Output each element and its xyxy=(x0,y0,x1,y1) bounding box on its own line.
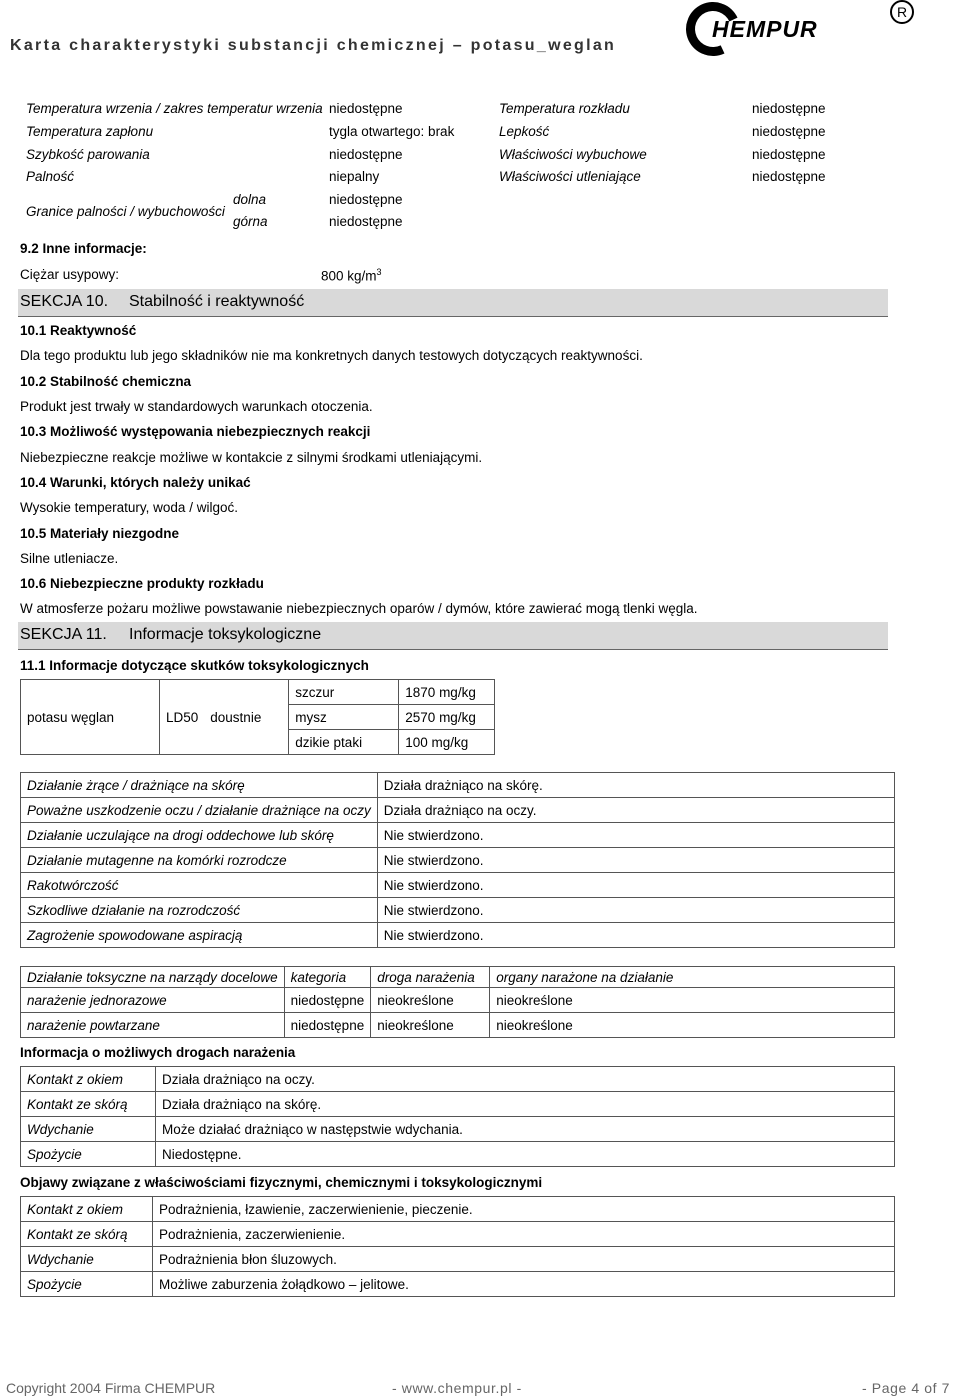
symptom-value: Możliwe zaburzenia żołądkowo – jelitowe. xyxy=(153,1272,895,1297)
subsection-heading: 10.4 Warunki, których należy unikać xyxy=(20,475,251,490)
section-number: SEKCJA 10. xyxy=(20,293,109,310)
granice-upper-label: górna xyxy=(233,214,268,229)
stot-cell: narażenie jednorazowe xyxy=(21,988,285,1013)
subsection-text: W atmosferze pożaru możliwe powstawanie niebezpiecznych oparów / dymów, które zawierać mogą tlenki węgla. xyxy=(20,601,698,616)
subsection-heading: 10.1 Reaktywność xyxy=(20,323,137,338)
prop-label: Temperatura wrzenia / zakres temperatur wrzenia xyxy=(26,101,323,116)
stot-cell: niedostępne xyxy=(284,988,371,1013)
stot-cell: nieokreślone xyxy=(371,1013,490,1038)
section-10-header xyxy=(18,289,888,317)
granice-upper-value: niedostępne xyxy=(329,214,403,229)
table-row xyxy=(21,798,895,823)
symptom-label: Kontakt z okiem xyxy=(21,1197,153,1222)
effect-value: Działa drażniąco na oczy. xyxy=(377,798,894,823)
subsection-heading: 10.5 Materiały niezgodne xyxy=(20,526,180,541)
subsection-text: Niebezpieczne reakcje możliwe w kontakcie z silnymi środkami utleniającymi. xyxy=(20,450,483,465)
prop-label: Właściwości wybuchowe xyxy=(499,147,647,162)
effect-label: Poważne uszkodzenie oczu / działanie drażniące na oczy xyxy=(21,798,378,823)
footer-copyright: Copyright 2004 Firma CHEMPUR xyxy=(6,1380,216,1396)
document-title: Karta charakterystyki substancji chemicznej – potasu_weglan xyxy=(10,37,617,54)
table-row xyxy=(21,1222,895,1247)
section-title: Informacje toksykologiczne xyxy=(129,626,322,643)
ld50-species: dzikie ptaki xyxy=(289,730,399,755)
ld50-substance: potasu węglan xyxy=(21,680,160,755)
effect-label: Działanie uczulające na drogi oddechowe lub skórę xyxy=(21,823,378,848)
effect-value: Działa drażniąco na skórę. xyxy=(377,773,894,798)
subsection-heading: 10.3 Możliwość występowania niebezpiecznych reakcji xyxy=(20,424,371,439)
ld50-value: 100 mg/kg xyxy=(399,730,495,755)
table-row xyxy=(21,1142,895,1167)
route-value: Działa drażniąco na oczy. xyxy=(156,1067,895,1092)
footer-page-number: - Page 4 of 7 xyxy=(862,1380,950,1396)
route-label: Spożycie xyxy=(21,1142,156,1167)
symptom-value: Podrażnienia, łzawienie, zaczerwienienie, pieczenie. xyxy=(153,1197,895,1222)
subsection-heading: 10.2 Stabilność chemiczna xyxy=(20,374,192,389)
stot-header: kategoria xyxy=(284,967,371,988)
effect-value: Nie stwierdzono. xyxy=(377,873,894,898)
subsection-text: Silne utleniacze. xyxy=(20,551,119,566)
effect-value: Nie stwierdzono. xyxy=(377,848,894,873)
bulk-density-label: Ciężar usypowy: xyxy=(20,267,120,282)
effect-label: Działanie żrące / drażniące na skórę xyxy=(21,773,378,798)
bulk-density-value: 800 $kg/m^3$ xyxy=(321,267,382,284)
effect-label: Działanie mutagenne na komórki rozrodcze xyxy=(21,848,378,873)
subsection-text: Dla tego produktu lub jego składników nie ma konkretnych danych testowych dotyczących reaktywności. xyxy=(20,348,643,363)
section-11-header xyxy=(18,622,888,650)
granice-lower-value: niedostępne xyxy=(329,192,403,207)
table-row xyxy=(21,823,895,848)
ld50-value: 2570 mg/kg xyxy=(399,705,495,730)
table-row xyxy=(21,1092,895,1117)
table-row xyxy=(21,898,895,923)
route-label: Kontakt z okiem xyxy=(21,1067,156,1092)
stot-header: Działanie toksyczne na narządy docelowe xyxy=(21,967,285,988)
effect-label: Rakotwórczość xyxy=(21,873,378,898)
prop-value: niedostępne xyxy=(752,169,826,184)
ld50-species: szczur xyxy=(289,680,399,705)
stot-cell: nieokreślone xyxy=(490,1013,895,1038)
table-row xyxy=(21,873,895,898)
symptoms-heading: Objawy związane z właściwościami fizycznymi, chemicznymi i toksykologicznymi xyxy=(20,1175,543,1190)
effect-label: Zagrożenie spowodowane aspiracją xyxy=(21,923,378,948)
ld50-table xyxy=(20,679,495,755)
table-row xyxy=(21,1272,895,1297)
prop-value: niepalny xyxy=(329,169,380,184)
effect-value: Nie stwierdzono. xyxy=(377,823,894,848)
granice-label: Granice palności / wybuchowości xyxy=(26,204,225,219)
table-row xyxy=(21,967,895,988)
table-row xyxy=(21,1013,895,1038)
symptom-value: Podrażnienia błon śluzowych. xyxy=(153,1247,895,1272)
subsection-heading: 10.6 Niebezpieczne produkty rozkładu xyxy=(20,576,264,591)
route-label: Wdychanie xyxy=(21,1117,156,1142)
logo-text: HEMPUR xyxy=(712,16,818,42)
prop-value: niedostępne xyxy=(329,101,403,116)
section-number: SEKCJA 11. xyxy=(20,626,107,643)
table-row xyxy=(21,680,495,705)
symptoms-table xyxy=(20,1196,895,1297)
symptom-label: Spożycie xyxy=(21,1272,153,1297)
table-row xyxy=(21,773,895,798)
stot-table xyxy=(20,966,895,1038)
table-row xyxy=(21,923,895,948)
ld50-value: 1870 mg/kg xyxy=(399,680,495,705)
symptom-value: Podrażnienia, zaczerwienienie. xyxy=(153,1222,895,1247)
subsection-heading: 11.1 Informacje dotyczące skutków toksykologicznych xyxy=(20,658,369,673)
prop-value: niedostępne xyxy=(752,101,826,116)
effect-value: Nie stwierdzono. xyxy=(377,898,894,923)
prop-label: Właściwości utleniające xyxy=(499,169,641,184)
prop-label: Lepkość xyxy=(499,124,550,139)
subsection-text: Produkt jest trwały w standardowych warunkach otoczenia. xyxy=(20,399,373,414)
route-value: Niedostępne. xyxy=(156,1142,895,1167)
table-row xyxy=(21,1197,895,1222)
prop-value: niedostępne xyxy=(752,147,826,162)
table-row xyxy=(21,1117,895,1142)
prop-value: niedostępne xyxy=(329,147,403,162)
route-label: Kontakt ze skórą xyxy=(21,1092,156,1117)
prop-label: Palność xyxy=(26,169,75,184)
route-value: Może działać drażniąco w następstwie wdychania. xyxy=(156,1117,895,1142)
prop-value: tygla otwartego: brak xyxy=(329,124,455,139)
effect-value: Nie stwierdzono. xyxy=(377,923,894,948)
subsection-text: Wysokie temperatury, woda / wilgoć. xyxy=(20,500,238,515)
ld50-species: mysz xyxy=(289,705,399,730)
effect-label: Szkodliwe działanie na rozrodczość xyxy=(21,898,378,923)
prop-label: Szybkość parowania xyxy=(26,147,150,162)
prop-label: Temperatura zapłonu xyxy=(26,124,154,139)
stot-header: droga narażenia xyxy=(371,967,490,988)
section-title: Stabilność i reaktywność xyxy=(129,293,305,310)
prop-value: niedostępne xyxy=(752,124,826,139)
symptom-label: Kontakt ze skórą xyxy=(21,1222,153,1247)
registered-mark: R xyxy=(890,0,914,24)
chempur-logo xyxy=(668,0,960,52)
stot-cell: nieokreślone xyxy=(371,988,490,1013)
effects-table xyxy=(20,772,895,948)
symptom-label: Wdychanie xyxy=(21,1247,153,1272)
footer-website: - www.chempur.pl - xyxy=(392,1380,522,1396)
stot-cell: nieokreślone xyxy=(490,988,895,1013)
table-row xyxy=(21,1067,895,1092)
granice-lower-label: dolna xyxy=(233,192,267,207)
stot-cell: niedostępne xyxy=(284,1013,371,1038)
table-row xyxy=(21,988,895,1013)
table-row xyxy=(21,848,895,873)
routes-table xyxy=(20,1066,895,1167)
prop-label: Temperatura rozkładu xyxy=(499,101,630,116)
routes-heading: Informacja o możliwych drogach narażenia xyxy=(20,1045,296,1060)
ld50-route: doustnie xyxy=(204,680,289,755)
ld50-measure: LD50 xyxy=(160,680,205,755)
table-row xyxy=(21,1247,895,1272)
stot-cell: narażenie powtarzane xyxy=(21,1013,285,1038)
stot-header: organy narażone na działanie xyxy=(490,967,895,988)
route-value: Działa drażniąco na skórę. xyxy=(156,1092,895,1117)
subsection-heading: 9.2 Inne informacje: xyxy=(20,241,147,256)
